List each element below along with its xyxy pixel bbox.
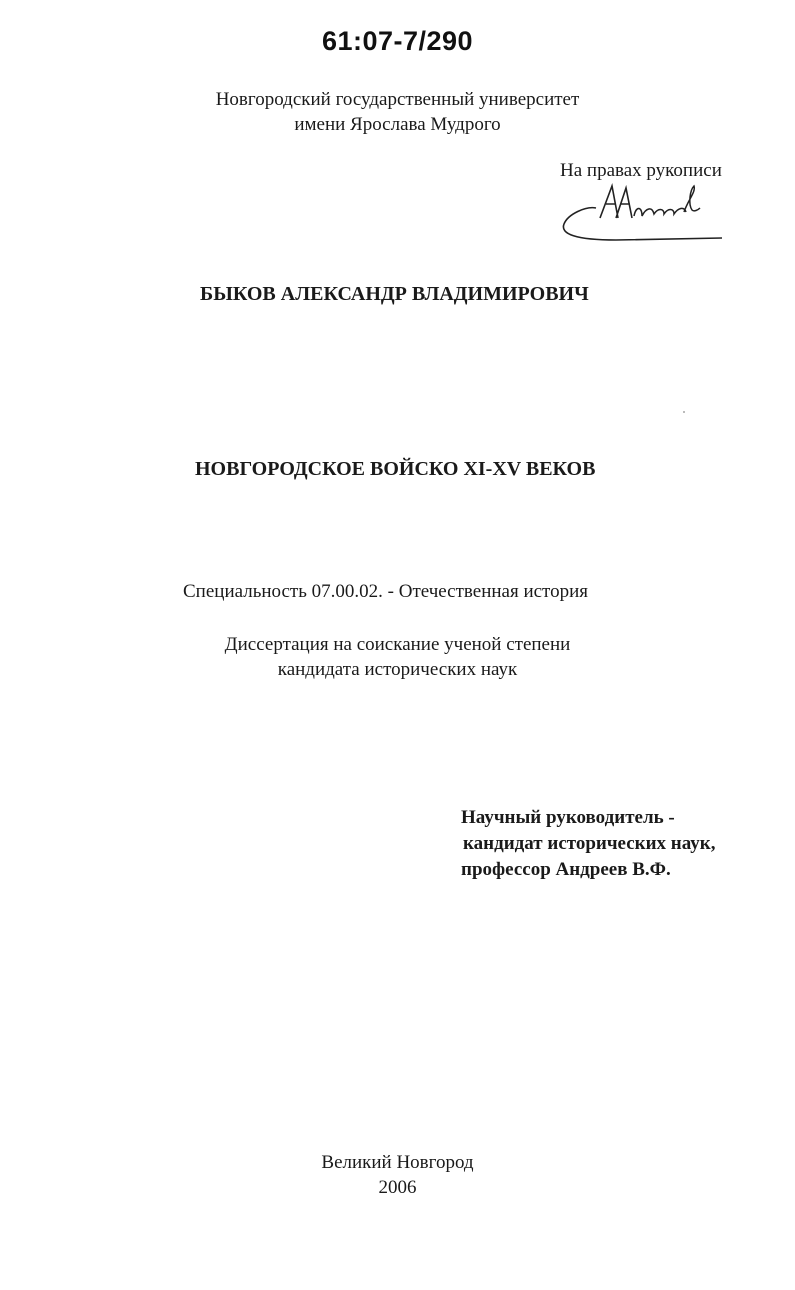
rights-notice: На правах рукописи bbox=[560, 160, 722, 181]
specialty-line: Специальность 07.00.02. - Отечественная история bbox=[183, 581, 589, 602]
university-block bbox=[0, 87, 795, 137]
footer-year: 2006 bbox=[378, 1177, 417, 1198]
supervisor-degree: кандидат исторических наук, bbox=[463, 833, 716, 854]
archive-stamp: 61:07-7/290 bbox=[321, 26, 474, 56]
footer-city: Великий Новгород bbox=[321, 1152, 474, 1173]
author-name: БЫКОВ АЛЕКСАНДР ВЛАДИМИРОВИЧ bbox=[200, 283, 589, 305]
dissertation-title: НОВГОРОДСКОЕ ВОЙСКО XI-XV ВЕКОВ bbox=[195, 458, 596, 480]
university-honorific: имени Ярослава Мудрого bbox=[294, 114, 501, 135]
supervisor-block bbox=[461, 805, 715, 883]
supervisor-name: профессор Андреев В.Ф. bbox=[461, 859, 671, 880]
footer-block bbox=[0, 1150, 795, 1200]
university-name: Новгородский государственный университет bbox=[215, 89, 580, 110]
scan-speck bbox=[683, 411, 685, 413]
author-signature bbox=[556, 178, 726, 248]
supervisor-role: Научный руководитель - bbox=[461, 807, 675, 828]
degree-line-1: Диссертация на соискание ученой степени bbox=[224, 634, 571, 655]
degree-line-2: кандидата исторических наук bbox=[277, 659, 518, 680]
degree-block bbox=[0, 632, 795, 682]
